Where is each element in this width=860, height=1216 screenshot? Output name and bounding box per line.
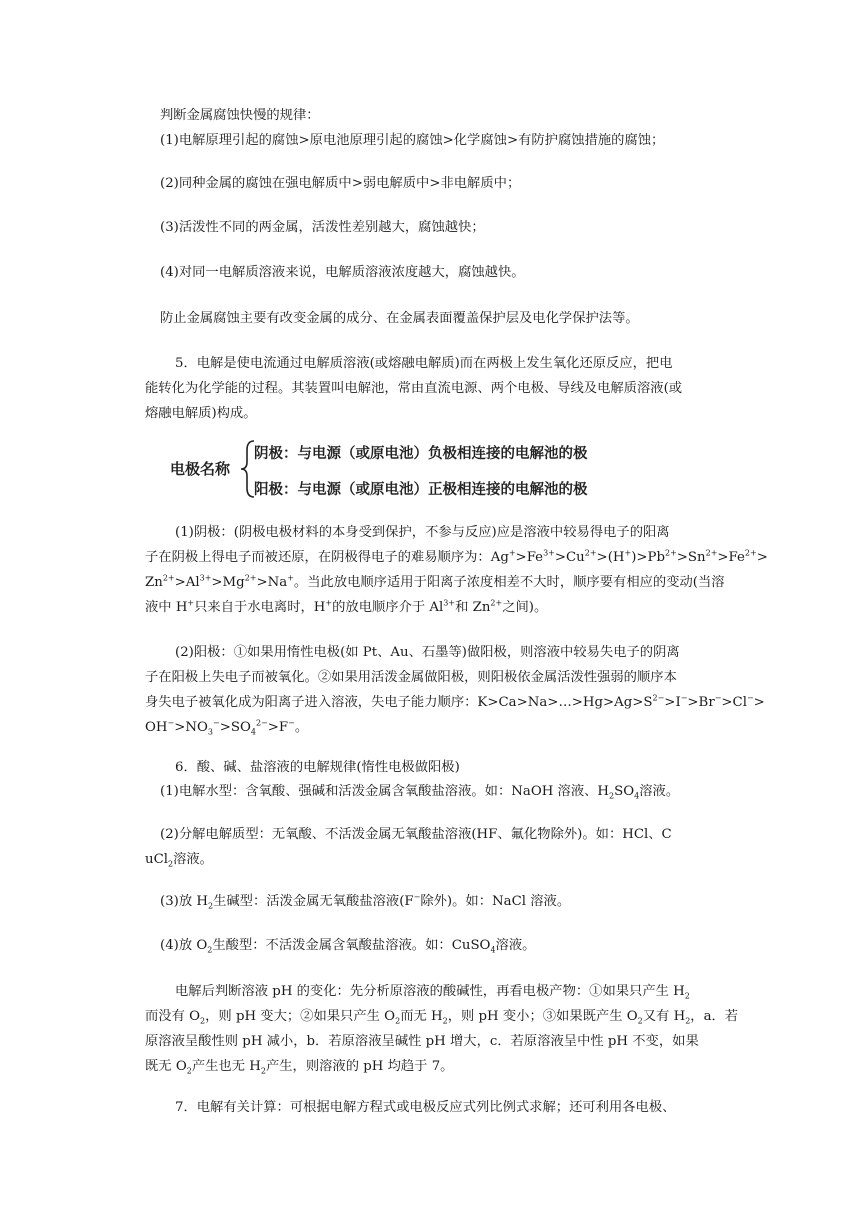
- ph-line-4-b: 产生也无 H: [191, 1059, 261, 1074]
- p5-line-1: 5．电解是使电流通过电解质溶液(或熔融电解质)而在两极上发生氧化还原反应，把电: [175, 356, 673, 371]
- rule-6-4: [160, 933, 720, 958]
- rule-6-1-tail: 溶液。: [639, 784, 680, 799]
- rule-6-4-b: 生酸型：不活泼金属含氧酸盐溶液。如：CuSO: [212, 938, 491, 953]
- rule-6-2-line-2: uCl$_2$溶液。: [145, 852, 213, 869]
- rule-3: [160, 215, 720, 240]
- ph-line-3: 原溶液呈酸性则 pH 减小，b．若原溶液呈碱性 pH 增大，c．若原溶液呈中性 pH 不变，如果: [145, 1034, 699, 1049]
- ph-line-2-e: 又有 H: [642, 1009, 686, 1024]
- rule-6-4-c: 溶液。: [495, 938, 536, 953]
- rule-6-2-line-1: (2)分解电解质型：无氧酸、不活泼金属无氧酸盐溶液(HF、氟化物除外)。如：HCl、C: [160, 827, 672, 842]
- prevention-paragraph: [160, 306, 720, 331]
- ph-line-1-text: 电解后判断溶液 pH 的变化：先分析原溶液的酸碱性，再看电极产物：①如果只产生 H: [175, 984, 685, 999]
- rules-heading-text: 判断金属腐蚀快慢的规律：: [160, 108, 320, 123]
- p7-line-1: 7．电解有关计算：可根据电解方程式或电极反应式列比例式求解；还可利用各电极、: [175, 1100, 676, 1115]
- rule-4-text: (4)对同一电解质溶液来说，电解质溶液浓度越大，腐蚀越快。: [160, 265, 525, 280]
- anode-line-3-text: 身失电子被氧化成为阳离子进入溶液，失电子能力顺序：K>Ca>Na>…>Hg>Ag>S: [145, 695, 653, 710]
- ph-line-2-b: ，则 pH 变大；②如果只产生 O: [205, 1009, 396, 1024]
- rule-2: [160, 171, 720, 196]
- paragraph-5-cont: [145, 376, 705, 426]
- rule-6-1-line: (1)电解水型：含氧酸、强碱和活泼金属含氧酸盐溶液。如：NaOH 溶液、$H_2SO_4$溶液。: [160, 784, 680, 801]
- electrode-name-diagram: [170, 438, 630, 500]
- rule-6-2: [160, 822, 720, 847]
- p5-line-2: 能转化为化学能的过程。其装置叫电解池，常由直流电源、两个电极、导线及电解质溶液(或: [145, 381, 683, 396]
- ph-line-1: 电解后判断溶液 pH 的变化：先分析原溶液的酸碱性，再看电极产物：①如果只产生 $H_2$: [175, 984, 690, 1001]
- cathode-paragraph: [175, 520, 735, 545]
- rule-3-text: (3)活泼性不同的两金属，活泼性差别越大，腐蚀越快；: [160, 220, 485, 235]
- rule-1: [160, 128, 720, 153]
- ph-paragraph-cont: [145, 1004, 739, 1079]
- ph-line-2-a: 而没有 O: [145, 1009, 201, 1024]
- rule-6-2-line-2-a: uCl: [145, 852, 168, 867]
- cathode-line-1: (1)阴极：(阴极电极材料的本身受到保护，不参与反应)应是溶液中较易得电子的阳离: [175, 525, 670, 540]
- cathode-line-4: 液中 H+只来自于水电离时，H+的放电顺序介于 $Al^{3+}$和 $Zn^{2+}$之间)。: [145, 598, 548, 615]
- anode-line-4: $OH^->NO_3^->SO_4^{2-}>F^-$。: [145, 718, 309, 737]
- ph-line-4-a: 既无 O: [145, 1059, 187, 1074]
- anode-line-1: (2)阳极：①如果用惰性电极(如 Pt、Au、石墨等)做阳极，则溶液中较易失电子的阴离: [175, 645, 680, 660]
- cathode-line-4-a: 液中 H: [145, 600, 188, 615]
- ph-line-2-c: 而无 H: [400, 1009, 443, 1024]
- rule-6-3-b: 生碱型：活泼金属无氧酸盐溶液(F: [213, 894, 414, 909]
- cathode-line-4-b: 只来自于水电离时，H: [194, 600, 326, 615]
- rule-2-text: (2)同种金属的腐蚀在强电解质中>弱电解质中>非电解质中；: [160, 176, 521, 191]
- rule-6-3-c: 除外)。如：NaCl 溶液。: [420, 894, 571, 909]
- ph-line-4-c: 产生，则溶液的 pH 均趋于 7。: [265, 1059, 454, 1074]
- cathode-line-4-d: 和 Zn: [455, 600, 491, 615]
- rule-6-3: [160, 889, 720, 914]
- cathode-line-4-e: 之间)。: [502, 600, 548, 615]
- rule-4: [160, 260, 720, 285]
- rule-6-2-cont: [145, 847, 705, 872]
- rule-6-4-line: (4)放 $O_2$生酸型：不活泼金属含氧酸盐溶液。如：CuSO$_4$溶液。: [160, 938, 536, 955]
- ph-paragraph: [175, 979, 735, 1004]
- cathode-line-3: $Zn^{2+}>Al^{3+}>Mg^{2+}>Na^+$。当此放电顺序适用于阳离子浓度相差不大时，顺序要有相应的变动(当溶: [145, 573, 725, 590]
- cathode-paragraph-cont: [145, 545, 768, 620]
- cathode-line-2: 子在阴极上得电子而被还原，在阴极得电子的难易顺序为：$Ag^+>Fe^{3+}>Cu^{2+}>(H^+)>Pb^{2+}>Sn^{2+}>Fe^{2+}>$: [145, 548, 768, 565]
- rule-6-2-line-2-b: 溶液。: [173, 852, 213, 867]
- rule-6-4-a: (4)放 O: [160, 938, 208, 953]
- paragraph-5: [175, 351, 735, 376]
- rule-6-3-a: (3)放 H: [160, 894, 208, 909]
- cathode-line-3-text: 。当此放电顺序适用于阳离子浓度相差不大时，顺序要有相应的变动(当溶: [293, 575, 725, 590]
- prevention-text: 防止金属腐蚀主要有改变金属的成分、在金属表面覆盖保护层及电化学保护法等。: [160, 311, 639, 326]
- diagram-root-label: 电极名称: [170, 460, 231, 478]
- ph-line-2-f: ，a．若: [690, 1009, 739, 1024]
- diagram-branch-cathode: 阴极：与电源（或原电池）负极相连接的电解池的极: [254, 446, 588, 462]
- p6-title: 6．酸、碱、盐溶液的电解规律(惰性电极做阳极): [175, 760, 460, 775]
- ph-line-2: 而没有 $O_2$，则 pH 变大；②如果只产生 $O_2$而无 $H_2$，则 pH 变小；③如果既产生 $O_2$又有 $H_2$，a．若: [145, 1009, 739, 1026]
- rules-heading: [160, 103, 720, 128]
- rule-6-1-text: (1)电解水型：含氧酸、强碱和活泼金属含氧酸盐溶液。如：NaOH 溶液、H: [160, 784, 610, 799]
- paragraph-6: [175, 755, 735, 780]
- anode-paragraph: [175, 640, 735, 665]
- paragraph-7: [175, 1095, 735, 1120]
- ph-line-2-d: ，则 pH 变小；③如果既产生 O: [447, 1009, 638, 1024]
- diagram-branch-anode: 阳极：与电源（或原电池）正极相连接的电解池的极: [254, 482, 588, 498]
- rule-6-3-line: (3)放 $H_2$生碱型：活泼金属无氧酸盐溶液(F−除外)。如：NaCl 溶液。: [160, 892, 571, 911]
- ph-line-4: 既无 $O_2$产生也无 $H_2$产生，则溶液的 pH 均趋于 7。: [145, 1059, 454, 1076]
- rule-6-1: [160, 779, 720, 804]
- p5-line-3: 熔融电解质)构成。: [145, 406, 257, 421]
- anode-line-3: 身失电子被氧化成为阳离子进入溶液，失电子能力顺序：$K>Ca>Na>\dots>Hg>Ag>S^{2-}>I^->Br^->Cl^->$: [145, 693, 765, 710]
- cathode-line-2-text: 子在阴极上得电子而被还原，在阴极得电子的难易顺序为：Ag: [145, 550, 509, 565]
- anode-line-2: 子在阳极上失电子而被氧化。②如果用活泼金属做阳极，则阳极依金属活泼性强弱的顺序本: [145, 670, 677, 685]
- anode-paragraph-cont: [145, 665, 765, 740]
- rule-1-text: (1)电解原理引起的腐蚀>原电池原理引起的腐蚀>化学腐蚀>有防护腐蚀措施的腐蚀；: [160, 133, 665, 148]
- cathode-line-4-c: 的放电顺序介于 Al: [332, 600, 444, 615]
